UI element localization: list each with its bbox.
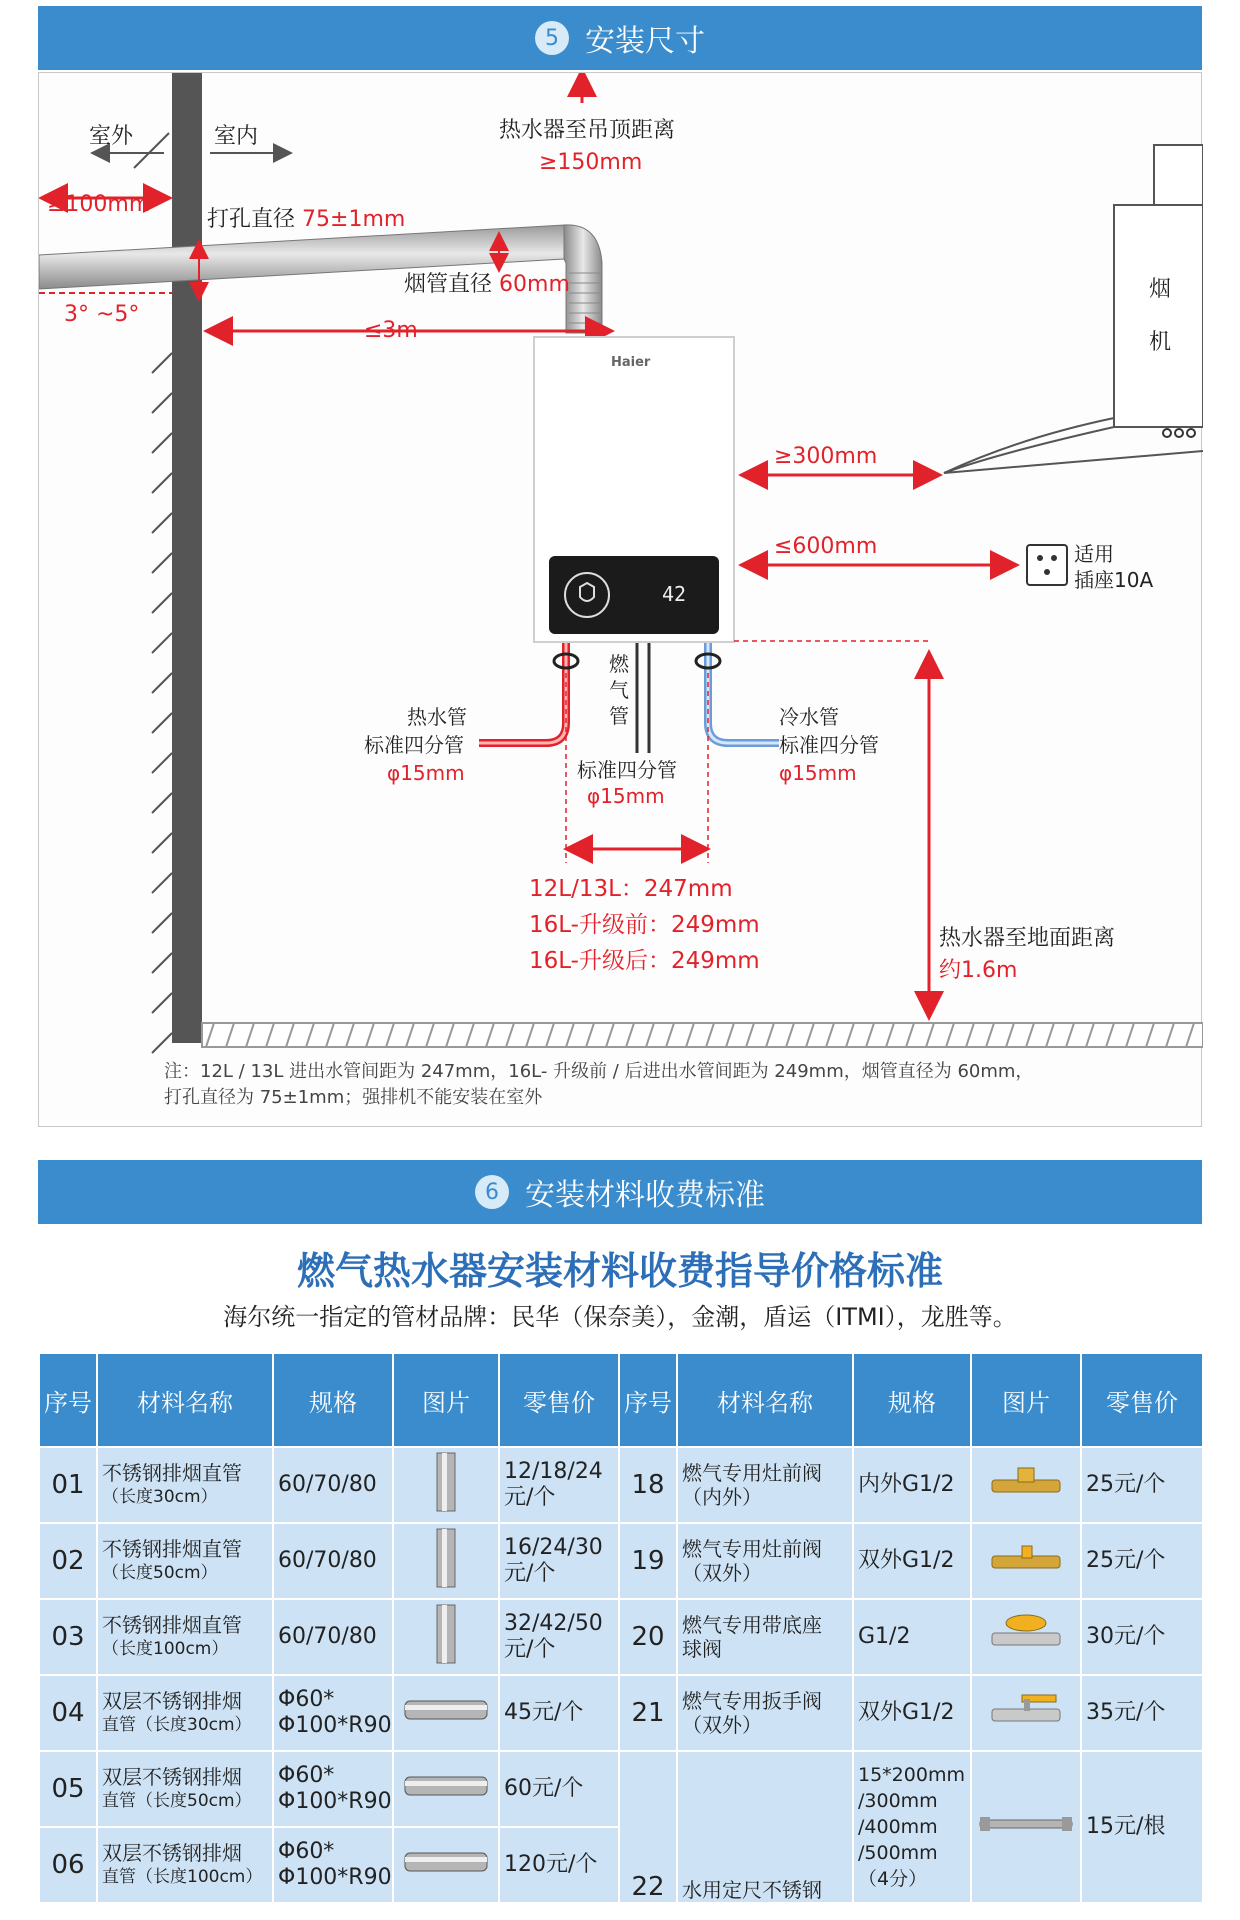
material-spec: 60/70/80	[273, 1599, 393, 1675]
wrench-valve-image	[971, 1675, 1081, 1751]
pipe-diameter-label: 烟管直径 60mm	[404, 272, 570, 297]
material-name: 双层不锈钢排烟 直管（长度30cm）	[97, 1675, 273, 1751]
floor-distance-value: 约1.6m	[939, 958, 1018, 983]
length-value: ≤3m	[364, 318, 418, 343]
material-price: 15元/根	[1081, 1751, 1203, 1903]
material-price: 60元/个	[499, 1751, 619, 1827]
cold-pipe-label-2: 标准四分管	[779, 733, 879, 757]
material-price: 25元/个	[1081, 1523, 1203, 1599]
cold-pipe-label-1: 冷水管	[779, 705, 839, 729]
material-spec: G1/2	[853, 1599, 971, 1675]
table-row	[39, 1447, 1203, 1523]
material-spec: Φ60* Φ100*R90	[273, 1675, 393, 1751]
gas-pipe-label-3: 管	[609, 704, 629, 728]
range-hood-chimney	[1154, 145, 1203, 205]
ceiling-distance-label: 热水器至吊顶距离	[499, 118, 676, 143]
section-5-banner	[38, 6, 1202, 70]
material-name: 双层不锈钢排烟 直管（长度100cm）	[97, 1827, 273, 1903]
wall	[172, 73, 202, 1043]
material-name: 燃气专用灶前阀 （双外）	[677, 1523, 853, 1599]
socket-distance-value: ≤600mm	[774, 534, 878, 559]
outdoor-label: 室外	[89, 124, 134, 149]
material-price: 120元/个	[499, 1827, 619, 1903]
material-name: 不锈钢排烟直管 （长度50cm）	[97, 1523, 273, 1599]
valve-image	[971, 1447, 1081, 1523]
hot-pipe-label-1: 热水管	[407, 705, 467, 729]
row-index: 04	[39, 1675, 97, 1751]
header-price: 零售价	[1081, 1353, 1203, 1447]
material-name: 不锈钢排烟直管 （长度30cm）	[97, 1447, 273, 1523]
straight-pipe-image	[393, 1599, 499, 1675]
section-title: 安装尺寸	[585, 24, 705, 59]
spacing-12l-13l: 12L/13L：247mm	[529, 876, 733, 902]
row-index: 02	[39, 1523, 97, 1599]
material-price: 45元/个	[499, 1675, 619, 1751]
brand-logo: Haier	[611, 355, 651, 370]
section-number: 6	[475, 1175, 509, 1209]
hot-water-pipe	[479, 643, 566, 743]
double-pipe-image	[393, 1751, 499, 1827]
material-name: 不锈钢排烟直管 （长度100cm）	[97, 1599, 273, 1675]
gas-pipe-label-5: φ15mm	[587, 784, 665, 808]
header-spec: 规格	[273, 1353, 393, 1447]
material-spec: Φ60* Φ100*R90	[273, 1751, 393, 1827]
cold-pipe-label-3: φ15mm	[779, 761, 857, 785]
row-index: 22	[619, 1751, 677, 1903]
section-title: 安装材料收费标准	[525, 1178, 765, 1213]
straight-pipe-image	[393, 1447, 499, 1523]
row-index: 19	[619, 1523, 677, 1599]
header-image: 图片	[393, 1353, 499, 1447]
material-price: 12/18/24 元/个	[499, 1447, 619, 1523]
hood-text-1: 烟	[1149, 277, 1172, 302]
section-6-banner	[38, 1160, 1202, 1224]
header-name: 材料名称	[97, 1353, 273, 1447]
material-price: 35元/个	[1081, 1675, 1203, 1751]
diagram-note	[164, 1059, 1164, 1111]
section-number: 5	[535, 21, 569, 55]
material-spec: 内外G1/2	[853, 1447, 971, 1523]
socket	[1027, 545, 1067, 585]
gas-pipe-label-4: 标准四分管	[577, 758, 677, 782]
header-spec: 规格	[853, 1353, 971, 1447]
spacing-16l-after: 16L-升级后：249mm	[529, 948, 760, 974]
material-spec: 60/70/80	[273, 1447, 393, 1523]
table-header-row	[39, 1353, 1203, 1447]
material-price: 25元/个	[1081, 1447, 1203, 1523]
hood-text-2: 机	[1149, 330, 1172, 355]
display-temperature: 42	[662, 582, 687, 606]
note-line-1: 注：12L / 13L 进出水管间距为 247mm，16L- 升级前 / 后进出水管间距为 249mm，烟管直径为 60mm，	[164, 1061, 1034, 1082]
double-pipe-image	[393, 1675, 499, 1751]
row-index: 21	[619, 1675, 677, 1751]
gas-pipe-label-1: 燃	[609, 652, 629, 676]
material-name: 燃气专用灶前阀 （内外）	[677, 1447, 853, 1523]
slope-label: 3° ~5°	[64, 302, 140, 327]
price-table	[38, 1352, 1204, 1904]
material-spec: 双外G1/2	[853, 1523, 971, 1599]
spacing-16l-before: 16L-升级前：249mm	[529, 912, 760, 938]
floor-distance-label: 热水器至地面距离	[939, 926, 1116, 951]
row-index: 20	[619, 1599, 677, 1675]
material-spec: 60/70/80	[273, 1523, 393, 1599]
table-row	[39, 1523, 1203, 1599]
material-name: 燃气专用带底座 球阀	[677, 1599, 853, 1675]
double-pipe-image	[393, 1827, 499, 1903]
material-price: 32/42/50 元/个	[499, 1599, 619, 1675]
header-index: 序号	[619, 1353, 677, 1447]
range-hood	[1114, 205, 1203, 427]
hole-diameter-label: 打孔直径 75±1mm	[207, 207, 406, 232]
row-index: 06	[39, 1827, 97, 1903]
socket-label-2: 插座10A	[1074, 568, 1154, 592]
note-line-2: 打孔直径为 75±1mm；强排机不能安装在室外	[164, 1087, 543, 1108]
row-index: 18	[619, 1447, 677, 1523]
table-row	[39, 1599, 1203, 1675]
hot-pipe-label-2: 标准四分管	[364, 733, 464, 757]
material-price: 30元/个	[1081, 1599, 1203, 1675]
material-spec: 15*200mm /300mm /400mm /500mm （4分）	[853, 1751, 971, 1903]
material-price: 16/24/30 元/个	[499, 1523, 619, 1599]
price-standard-subtitle: 海尔统一指定的管材品牌：民华（保奈美），金潮，盾运（ITMI），龙胜等。	[223, 1303, 1017, 1331]
wall-hatching	[152, 353, 172, 1053]
installation-diagram	[38, 72, 1202, 1127]
ball-valve-image	[971, 1599, 1081, 1675]
price-standard-title: 燃气热水器安装材料收费指导价格标准	[296, 1249, 943, 1293]
wall-distance-value: ≥100mm	[47, 192, 151, 217]
header-price: 零售价	[499, 1353, 619, 1447]
gas-pipe-label-2: 气	[609, 678, 629, 702]
material-name: 双层不锈钢排烟 直管（长度50cm）	[97, 1751, 273, 1827]
header-index: 序号	[39, 1353, 97, 1447]
flexible-hose-image	[971, 1751, 1081, 1903]
material-spec: 双外G1/2	[853, 1675, 971, 1751]
hood-distance-value: ≥300mm	[774, 444, 878, 469]
row-index: 01	[39, 1447, 97, 1523]
indoor-label: 室内	[214, 124, 259, 149]
ceiling-distance-value: ≥150mm	[539, 150, 643, 175]
row-index: 05	[39, 1751, 97, 1827]
socket-label-1: 适用	[1074, 542, 1114, 566]
material-spec: Φ60* Φ100*R90	[273, 1827, 393, 1903]
heater-display	[549, 556, 719, 634]
table-row	[39, 1751, 1203, 1827]
valve-image	[971, 1523, 1081, 1599]
header-image: 图片	[971, 1353, 1081, 1447]
straight-pipe-image	[393, 1523, 499, 1599]
row-index: 03	[39, 1599, 97, 1675]
table-row	[39, 1675, 1203, 1751]
material-name: 燃气专用扳手阀 （双外）	[677, 1675, 853, 1751]
material-name: 水用定尺不锈钢	[677, 1751, 853, 1903]
header-name: 材料名称	[677, 1353, 853, 1447]
hot-pipe-label-3: φ15mm	[387, 761, 465, 785]
